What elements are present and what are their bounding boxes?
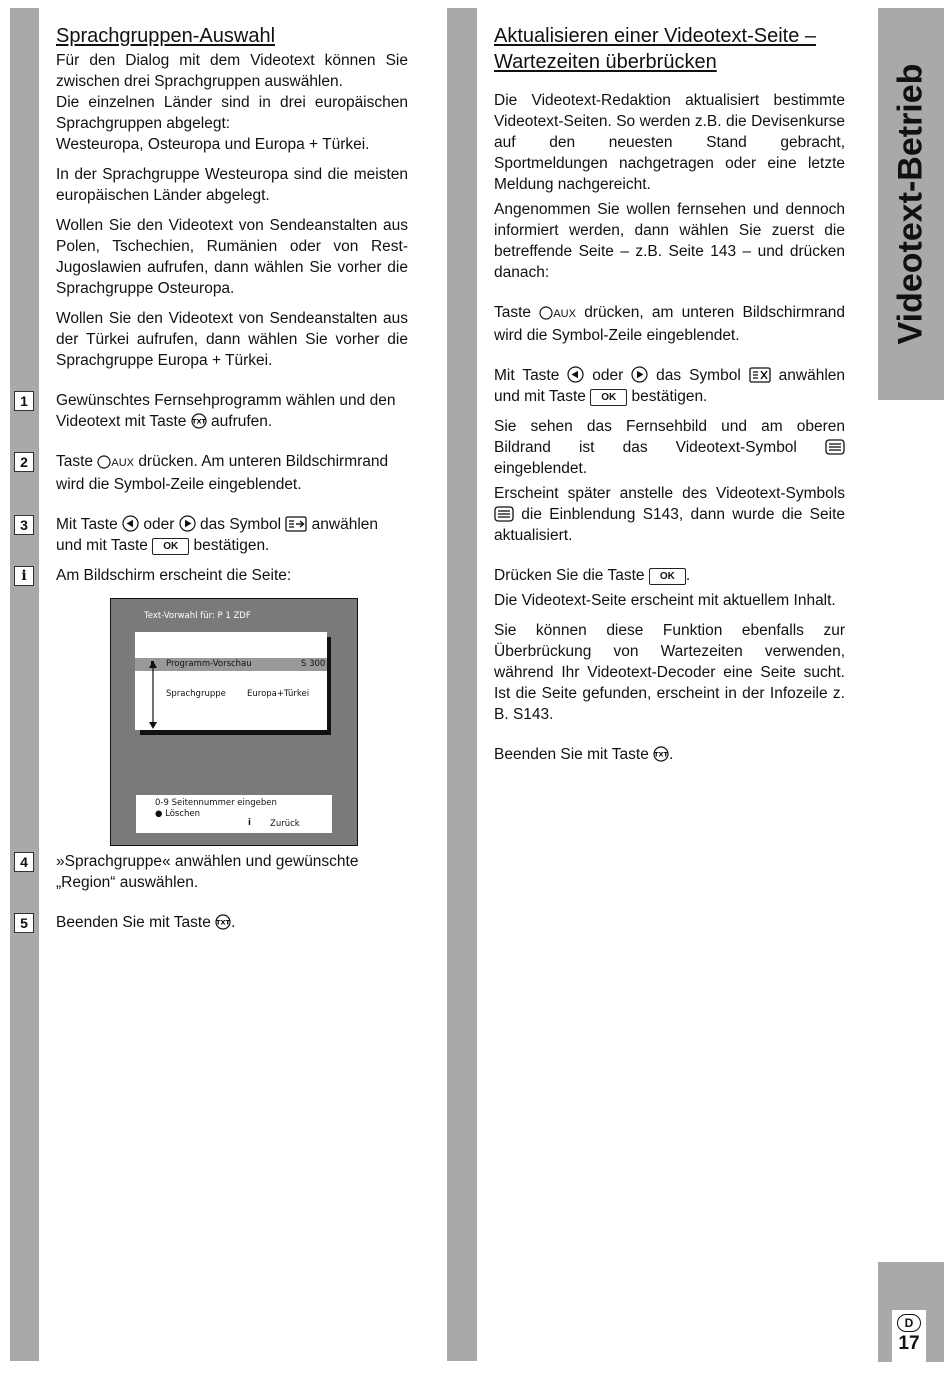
step-text: anwählen und mit Taste — [56, 516, 378, 554]
chapter-tab — [878, 8, 944, 400]
paragraph: Die Videotext-Redaktion aktualisiert bestimmte Videotext-Seiten. So werden z.B. die Devisenkurse auf den neuesten Stand gebracht, Sportmeldungen nachgetragen oder eine letzte Meldung nachgereicht. — [494, 92, 845, 193]
info-icon: i — [14, 566, 34, 586]
step-text: bestätigen. — [193, 537, 270, 554]
txt-key-icon — [215, 914, 231, 930]
ok-key: OK — [590, 389, 627, 406]
text: bestätigen. — [631, 388, 708, 405]
paragraph: Wollen Sie den Videotext von Sendeanstalten aus Polen, Tschechien, Rumänien oder von Rest-Jugoslawien aufrufen, dann wählen Sie vorher die Sprachgruppe Osteuropa. — [56, 217, 408, 297]
ok-key: OK — [152, 538, 189, 555]
step-text: Taste — [56, 453, 94, 470]
left-column-lower — [20, 851, 408, 943]
screen-row1-value: S 300 — [301, 659, 326, 669]
tv-screen-illustration — [110, 598, 358, 846]
text: . — [669, 746, 674, 763]
paragraph — [494, 744, 845, 765]
aux-label: AUX — [111, 457, 134, 469]
txt-key-icon — [191, 413, 207, 429]
ok-key: OK — [649, 568, 686, 585]
step-text: Beenden Sie mit Taste — [56, 914, 211, 931]
screen-footer-info-icon: i — [248, 818, 251, 828]
chapter-tab-label: Videotext-Betrieb — [891, 63, 930, 345]
svg-text:TXT: TXT — [654, 750, 669, 759]
info-note — [21, 565, 408, 586]
paragraph: Die einzelnen Länder sind in drei europäischen Sprachgruppen abgelegt: — [56, 94, 408, 132]
text: Beenden Sie mit Taste — [494, 746, 649, 763]
text: das Symbol — [656, 367, 741, 384]
text: Sie sehen das Fernsehbild und am oberen Bildrand ist das Videotext-Symbol — [494, 418, 845, 456]
left-margin-bar — [10, 8, 39, 1361]
paragraph — [494, 416, 845, 479]
videotext-symbol-icon — [825, 439, 845, 455]
step-text: Mit Taste — [56, 516, 118, 533]
section-title-aktualisieren-2: Wartezeiten überbrücken — [494, 51, 717, 73]
step-text: oder — [143, 516, 175, 533]
step-text: Gewünschtes Fernsehprogramm wählen und den Videotext mit Taste — [56, 392, 396, 430]
screen-row1-label: Programm-Vorschau — [166, 659, 252, 669]
screen-footer-line1: 0-9 Seitennummer eingeben — [155, 798, 277, 808]
svg-text:TXT: TXT — [191, 417, 206, 426]
left-column — [20, 24, 408, 596]
text: Taste — [494, 304, 532, 321]
step-3 — [20, 514, 408, 556]
screen-footer-back: Zurück — [270, 819, 300, 829]
step-number: 2 — [14, 452, 34, 472]
txt-key-icon — [653, 746, 669, 762]
paragraph: Wollen Sie den Videotext von Sendeanstalten aus der Türkei aufrufen, dann wählen Sie vorher die Sprachgruppe Europa + Türkei. — [56, 310, 408, 369]
info-text: Am Bildschirm erscheint die Seite: — [56, 567, 292, 584]
paragraph: In der Sprachgruppe Westeuropa sind die meisten europäischen Länder abgelegt. — [56, 166, 408, 204]
language-symbol-icon — [285, 516, 307, 532]
step-text: »Sprachgruppe« anwählen und gewünschte „Region“ auswählen. — [56, 853, 359, 891]
screen-header: Text-Vorwahl für: P 1 ZDF — [144, 611, 251, 621]
vertical-double-arrow-icon — [148, 660, 158, 730]
section-title-aktualisieren: Aktualisieren einer Videotext-Seite – — [494, 25, 817, 47]
text: eingeblendet. — [494, 460, 588, 477]
screen-menu-panel — [135, 632, 327, 730]
step-text: aufrufen. — [211, 413, 273, 430]
text: Drücken Sie die Taste — [494, 567, 645, 584]
language-badge: D — [897, 1314, 921, 1332]
step-4 — [20, 851, 408, 893]
step-number: 3 — [14, 515, 34, 535]
paragraph: Westeuropa, Osteuropa und Europa + Türkei. — [56, 136, 370, 153]
aux-key-icon — [539, 306, 553, 320]
text: Mit Taste — [494, 367, 560, 384]
paragraph: Sie können diese Funktion ebenfalls zur Überbrückung von Wartezeiten verwenden, während Ihr Videotext-Decoder eine Seite sucht. Ist die Seite gefunden, erscheint in der Infozeile z. B. S143. — [494, 622, 845, 723]
svg-text:TXT: TXT — [216, 918, 231, 927]
page-number: 17 — [898, 1333, 920, 1354]
left-arrow-key-icon — [567, 366, 584, 383]
step-number: 5 — [14, 913, 34, 933]
step-1 — [20, 390, 408, 432]
screen-footer-panel — [136, 795, 332, 833]
paragraph: Für den Dialog mit dem Videotext können Sie zwischen drei Sprachgruppen auswählen. — [56, 52, 408, 90]
paragraph — [494, 565, 845, 586]
step-5 — [20, 912, 408, 933]
update-symbol-icon — [749, 367, 771, 383]
right-arrow-key-icon — [179, 515, 196, 532]
paragraph — [494, 365, 845, 407]
aux-key-icon — [97, 455, 111, 469]
step-text: . — [231, 914, 236, 931]
screen-row2-label: Sprachgruppe — [166, 689, 226, 699]
left-arrow-key-icon — [122, 515, 139, 532]
paragraph — [494, 483, 845, 546]
step-number: 4 — [14, 852, 34, 872]
step-2 — [20, 451, 408, 495]
paragraph: Die Videotext-Seite erscheint mit aktuellem Inhalt. — [494, 592, 836, 609]
step-number: 1 — [14, 391, 34, 411]
text: Erscheint später anstelle des Videotext-Symbols — [494, 485, 845, 502]
step-text: das Symbol — [200, 516, 282, 533]
aux-label: AUX — [553, 308, 576, 320]
screen-row2-value: Europa+Türkei — [247, 689, 310, 699]
right-arrow-key-icon — [631, 366, 648, 383]
videotext-symbol-icon — [494, 506, 514, 522]
text: . — [685, 567, 691, 584]
text: drücken, am unteren Bildschirmrand wird die Symbol-Zeile eingeblendet. — [494, 304, 845, 344]
paragraph — [494, 302, 845, 346]
page-number-tab — [878, 1262, 944, 1362]
center-divider-bar — [447, 8, 477, 1361]
right-column — [494, 24, 845, 774]
text: oder — [592, 367, 624, 384]
screen-footer-line2: ● Löschen — [155, 809, 201, 819]
paragraph: Angenommen Sie wollen fernsehen und dennoch informiert werden, dann wählen Sie zuerst die betreffende Seite – z.B. Seite 143 – und drücken danach: — [494, 201, 845, 281]
text: anwählen und mit Taste — [494, 367, 845, 405]
page-number-box — [892, 1310, 926, 1362]
step-text: drücken. Am unteren Bildschirmrand wird die Symbol-Zeile eingeblendet. — [56, 453, 389, 493]
section-title-sprachgruppen: Sprachgruppen-Auswahl — [56, 25, 276, 47]
text: die Einblendung S143, dann wurde die Seite aktualisiert. — [494, 506, 845, 544]
